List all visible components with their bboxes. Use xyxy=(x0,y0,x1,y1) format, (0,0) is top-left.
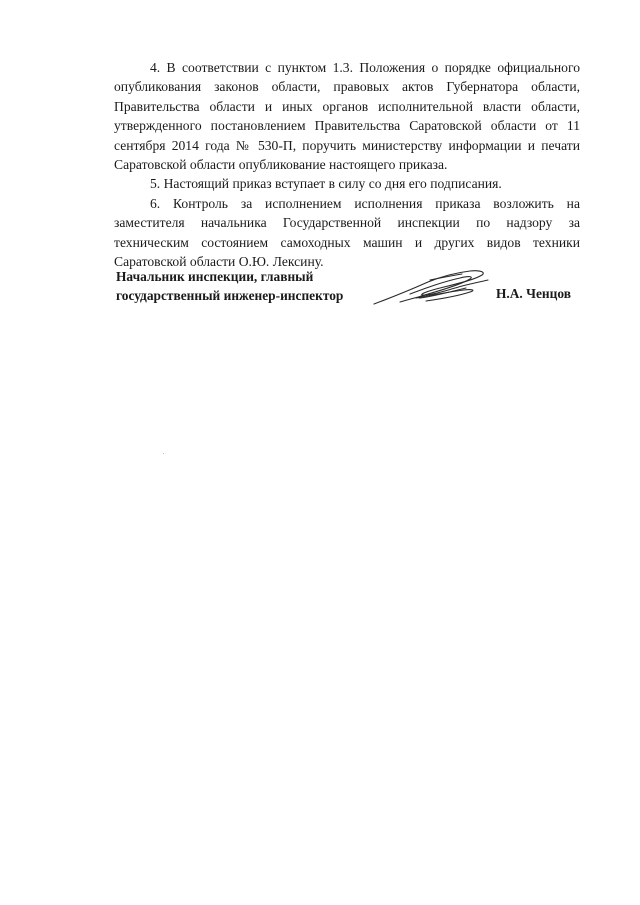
paragraph-item-6: 6. Контроль за исполнением исполнения приказа возложить на заместителя начальника Государственной инспекции по надзору за техническим состоянием самоходных машин и других видов техники Саратовской области О.Ю. Лексину. xyxy=(114,195,580,270)
signatory-title xyxy=(116,267,366,305)
handwritten-signature xyxy=(370,268,500,310)
scan-speck xyxy=(163,453,164,454)
paragraph-item-5: 5. Настоящий приказ вступает в силу со дня его подписания. xyxy=(150,176,502,192)
document-body xyxy=(114,58,580,271)
signatory-name: Н.А. Ченцов xyxy=(496,286,571,301)
paragraph-item-4: 4. В соответствии с пунктом 1.3. Положения о порядке официального опубликования законов области, правовых актов Губернатора области, Правительства области и иных органов исполнительной власти области, утвержденного постановлением Правительства Саратовской области от 11 сентября 2014 года № 530-П, поручить министерству информации и печати Саратовской области опубликование настоящего приказа. xyxy=(114,60,580,173)
signatory-title-line-2: государственный инженер-инспектор xyxy=(116,288,344,303)
signatory-title-line-1: Начальник инспекции, главный xyxy=(116,269,314,284)
